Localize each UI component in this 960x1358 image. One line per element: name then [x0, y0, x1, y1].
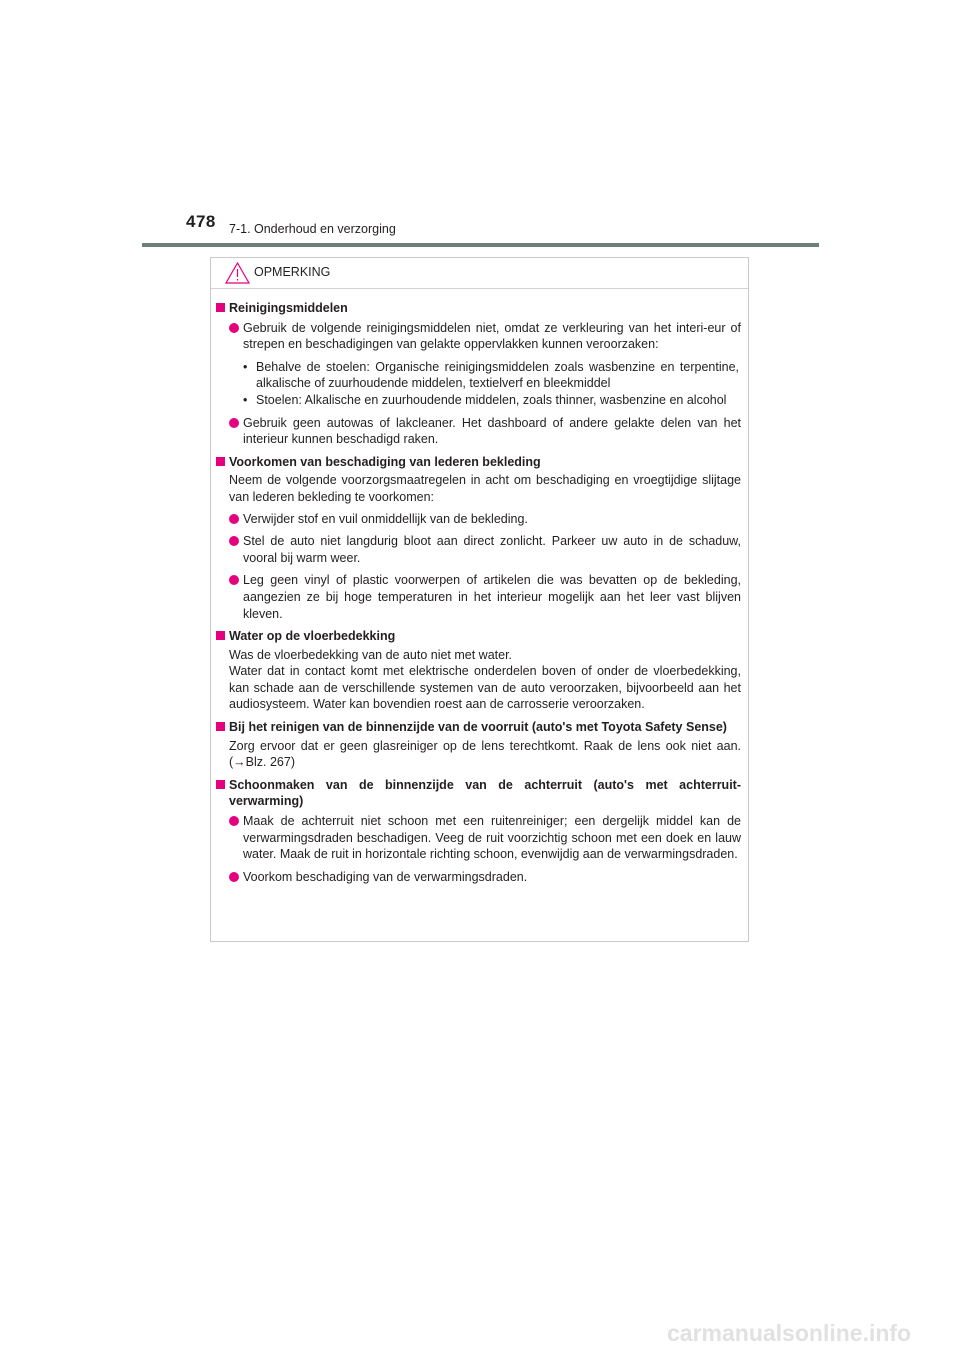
section-square-icon — [216, 303, 225, 312]
sub-bullet-icon: • — [243, 392, 248, 407]
section-square-icon — [216, 722, 225, 731]
notice-box — [210, 257, 749, 942]
list-item — [229, 511, 741, 528]
section-paragraph: Zorg ervoor dat er geen glasreiniger op de lens terechtkomt. Raak de lens ook niet aan. (→Blz. 267) — [229, 738, 741, 770]
sub-bullet-icon: • — [243, 359, 248, 374]
section-paragraph: Water dat in contact komt met elektrische onderdelen boven of onder de vloerbedekking, kan schade aan de verschillende systemen van de auto veroorzaken, bijvoorbeeld aan het audiosysteem. Water kan bovendien roest aan de carrosserie veroorzaken. — [229, 664, 741, 712]
section-intro: Neem de volgende voorzorgsmaatregelen in acht om beschadiging en vroegtijdige slijtage van lederen bekleding te voorkomen: — [229, 473, 741, 504]
sub-list — [229, 359, 741, 409]
section-leather-upholstery — [211, 454, 748, 622]
bullet-dot-icon — [229, 575, 239, 585]
list-item-text: Maak de achterruit niet schoon met een ruitenreiniger; een dergelijk middel kan de verwarmingsdraden beschadigen. Veeg de ruit voorzichtig schoon met een doek en lauw water. Maak de ruit in horizontale richting schoon, evenwijdig aan de verwarmingsdraden. — [243, 814, 741, 862]
list-item-text: Voorkom beschadiging van de verwarmingsdraden. — [243, 869, 528, 884]
list-item-text: Stel de auto niet langdurig bloot aan direct zonlicht. Parkeer uw auto in de schaduw, vooral bij warm weer. — [243, 534, 741, 565]
section-title: Voorkomen van beschadiging van lederen bekleding — [229, 454, 541, 469]
bullet-dot-icon — [229, 816, 239, 826]
section-paragraph: Was de vloerbedekking van de auto niet met water. — [229, 647, 513, 662]
notice-header — [211, 258, 748, 289]
list-item — [229, 813, 741, 863]
sub-item-text: Behalve de stoelen: Organische reinigingsmiddelen zoals wasbenzine en terpentine, alkalische of zuurhoudende middelen, textielverf en bleekmiddel — [256, 359, 739, 391]
list-item — [229, 572, 741, 622]
notice-title: OPMERKING — [254, 265, 331, 279]
page-number: 478 — [186, 212, 216, 231]
chapter-title: 7-1. Onderhoud en verzorging — [229, 222, 396, 236]
section-title: Schoonmaken van de binnenzijde van de achterruit (auto's met achterruit-verwarming) — [229, 777, 741, 809]
list-item — [229, 320, 741, 353]
section-title: Reinigingsmiddelen — [229, 301, 348, 315]
list-item — [229, 869, 741, 886]
watermark: carmanualsonline.info — [667, 1320, 912, 1346]
section-floor-covering — [211, 628, 748, 713]
section-rear-window — [211, 777, 748, 886]
section-square-icon — [216, 457, 225, 466]
section-title: Bij het reinigen van de binnenzijde van de voorruit (auto's met Toyota Safety Sense) — [229, 720, 727, 735]
section-square-icon — [216, 631, 225, 640]
list-item-text: Verwijder stof en vuil onmiddellijk van de bekleding. — [243, 511, 528, 526]
warning-triangle-icon — [225, 262, 250, 284]
sub-item-text: Stoelen: Alkalische en zuurhoudende middelen, zoals thinner, wasbenzine en alcohol — [256, 392, 727, 407]
bullet-dot-icon — [229, 323, 239, 333]
notice-body — [211, 300, 748, 891]
list-item-text: Leg geen vinyl of plastic voorwerpen of artikelen die was bevatten op de bekleding, aangezien ze bij hoge temperaturen in het interieur mogelijk aan het leer vast blijven kleven. — [243, 573, 741, 621]
bullet-dot-icon — [229, 872, 239, 882]
section-square-icon — [216, 780, 225, 789]
list-item — [229, 415, 741, 448]
bullet-dot-icon — [229, 418, 239, 428]
section-cleaning-agents — [211, 300, 748, 448]
sub-list-item — [229, 392, 739, 409]
sub-list-item — [229, 359, 739, 392]
header-divider — [142, 243, 819, 247]
list-item-text: Gebruik de volgende reinigingsmiddelen niet, omdat ze verkleuring van het interi-eur of strepen en beschadigingen van gelakte oppervlakken kunnen veroorzaken: — [243, 320, 741, 352]
list-item-text: Gebruik geen autowas of lakcleaner. Het dashboard of andere gelakte delen van het interieur kunnen beschadigd raken. — [243, 415, 741, 447]
bullet-dot-icon — [229, 536, 239, 546]
section-title: Water op de vloerbedekking — [229, 629, 396, 644]
section-windshield — [211, 719, 748, 771]
list-item — [229, 533, 741, 566]
bullet-dot-icon — [229, 514, 239, 524]
